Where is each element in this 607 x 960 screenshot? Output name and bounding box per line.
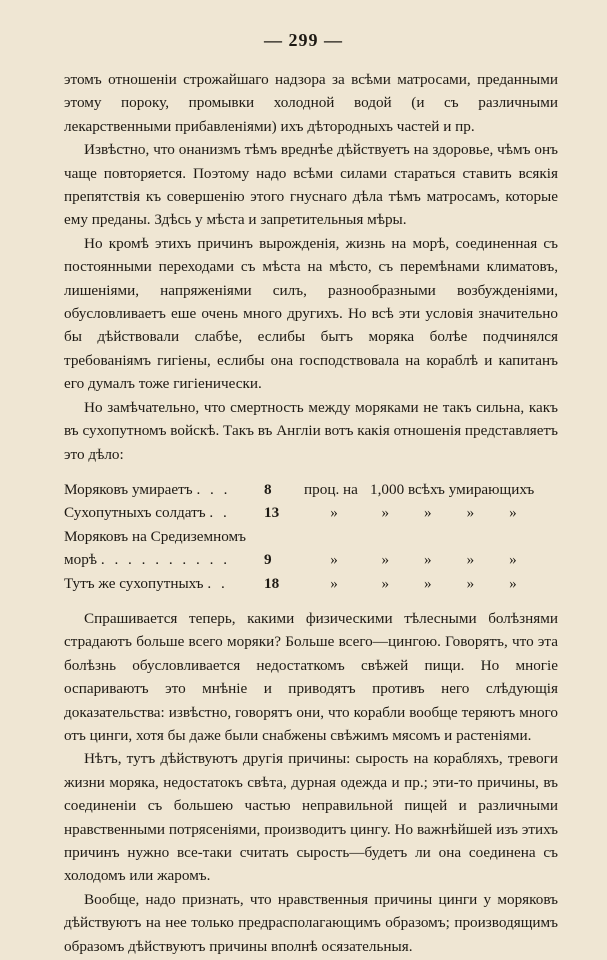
paragraph: Спрашивается теперь, какими физическими тѣлесными болѣзнями страдаютъ больше всего моряки? Больше всего—цингою. Говорятъ, что эта болѣзнь обусловливается недостаткомъ свѣжей пищи. Но многiе оспариваютъ это мнѣнiе и приводятъ противъ него слѣдующiя доказательства: извѣстно, говорятъ они, что корабли вообще теряютъ много отъ цинги, хотя бы даже были снабжены свѣжимъ мясомъ и растенiями. (64, 609, 558, 744)
dot-leader: . . . . . . . . . . (100, 551, 230, 569)
ditto-mark: » (466, 574, 475, 592)
row-rest: 1,000 всѣхъ умирающихъ (370, 480, 535, 498)
table-row (64, 478, 534, 501)
ditto-mark: » (424, 574, 432, 592)
paragraph: Нѣтъ, тутъ дѣйствуютъ другiя причины: сырость на корабляхъ, тревоги жизни моряка, недостатокъ свѣта, дурная одежда и пр.; эти-то причины, въ соединенiи съ большею частью неправильной пищей и различными нравственными потрясенiями, производитъ цингу. Но важнѣйшей изъ этихъ причинъ нужно все-таки считать сырость—будетъ ли она соединена съ холодомъ или жаромъ. (64, 750, 558, 885)
paragraph: Извѣстно, что онанизмъ тѣмъ вреднѣе дѣйствуетъ на здоровье, чѣмъ онъ чаще повторяется. Поэтому надо всѣми силами стараться ставить всякiя препятствiя къ совершенiю этого гнуснаго дѣла тѣмъ матросамъ, которые ему преданы. Здѣсь у мѣста и запретительныя мѣры. (64, 141, 558, 229)
ditto-mark: » (466, 504, 475, 522)
ditto-mark: » (381, 504, 390, 522)
ditto-mark: » (424, 551, 432, 569)
table-row (64, 572, 534, 595)
row-label: Тутъ же сухопутныхъ (64, 574, 204, 592)
dot-leader: . . . (196, 480, 231, 498)
ditto-mark: » (330, 574, 338, 592)
ditto-mark: » (509, 574, 517, 592)
table-row (64, 525, 534, 548)
ditto-mark: » (424, 504, 432, 522)
row-value: 13 (264, 504, 280, 522)
ditto-mark: » (509, 551, 517, 569)
table-row (64, 501, 534, 524)
paragraph: Но замѣчательно, что смертность между моряками не такъ сильна, какъ въ сухопутномъ войскѣ. Такъ въ Англiи вотъ какiя отношенiя представляетъ это дѣло: (64, 398, 558, 463)
ditto-mark: » (381, 574, 390, 592)
paragraph: Но кромѣ этихъ причинъ вырожденiя, жизнь на морѣ, соединенная съ постоянными переходами съ мѣста на мѣсто, съ перемѣнами климатовъ, лишенiями, напряженiями силъ, разнообразными возбужденiями, обусловливаетъ еше очень много другихъ. Но всѣ эти условiя значительно бы дѣйствовали слабѣе, еслибы бытъ моряка болѣе подчинялся требованiямъ гигiены, еслибы она господствовала на кораблѣ и капитанъ его думалъ тоже гигiенически. (64, 234, 558, 393)
row-unit: проц. на (304, 480, 358, 498)
ditto-mark: » (330, 504, 338, 522)
mortality-table (64, 478, 534, 595)
dot-leader: . . (209, 504, 230, 522)
ditto-mark: » (509, 504, 517, 522)
row-value: 9 (264, 551, 272, 569)
table-row (64, 548, 534, 571)
page-body (64, 68, 558, 958)
row-label: Сухопутныхъ солдатъ (64, 504, 206, 522)
dot-leader: . . (207, 574, 228, 592)
paragraph: Вообще, надо признать, что нравственныя причины цинги у моряковъ дѣйствуютъ на нее только предрасполагающимъ образомъ; производящимъ образомъ дѣйствуютъ причины вполнѣ осязательныя. (64, 890, 558, 955)
row-value: 18 (264, 574, 280, 592)
page-number: — 299 — (264, 30, 343, 50)
ditto-mark: » (381, 551, 390, 569)
ditto-mark: » (330, 551, 338, 569)
row-label: морѣ (64, 551, 98, 569)
paragraph: этомъ отношенiи строжайшаго надзора за всѣми матросами, преданными этому пороку, промывки холодной водой (и съ различными лекарственными прибавленiями) ихъ дѣтородныхъ частей и пр. (64, 71, 558, 135)
row-label: Моряковъ на Средиземномъ (64, 527, 246, 545)
ditto-mark: » (466, 551, 475, 569)
row-label: Моряковъ умираетъ (64, 480, 193, 498)
row-value: 8 (264, 480, 272, 498)
